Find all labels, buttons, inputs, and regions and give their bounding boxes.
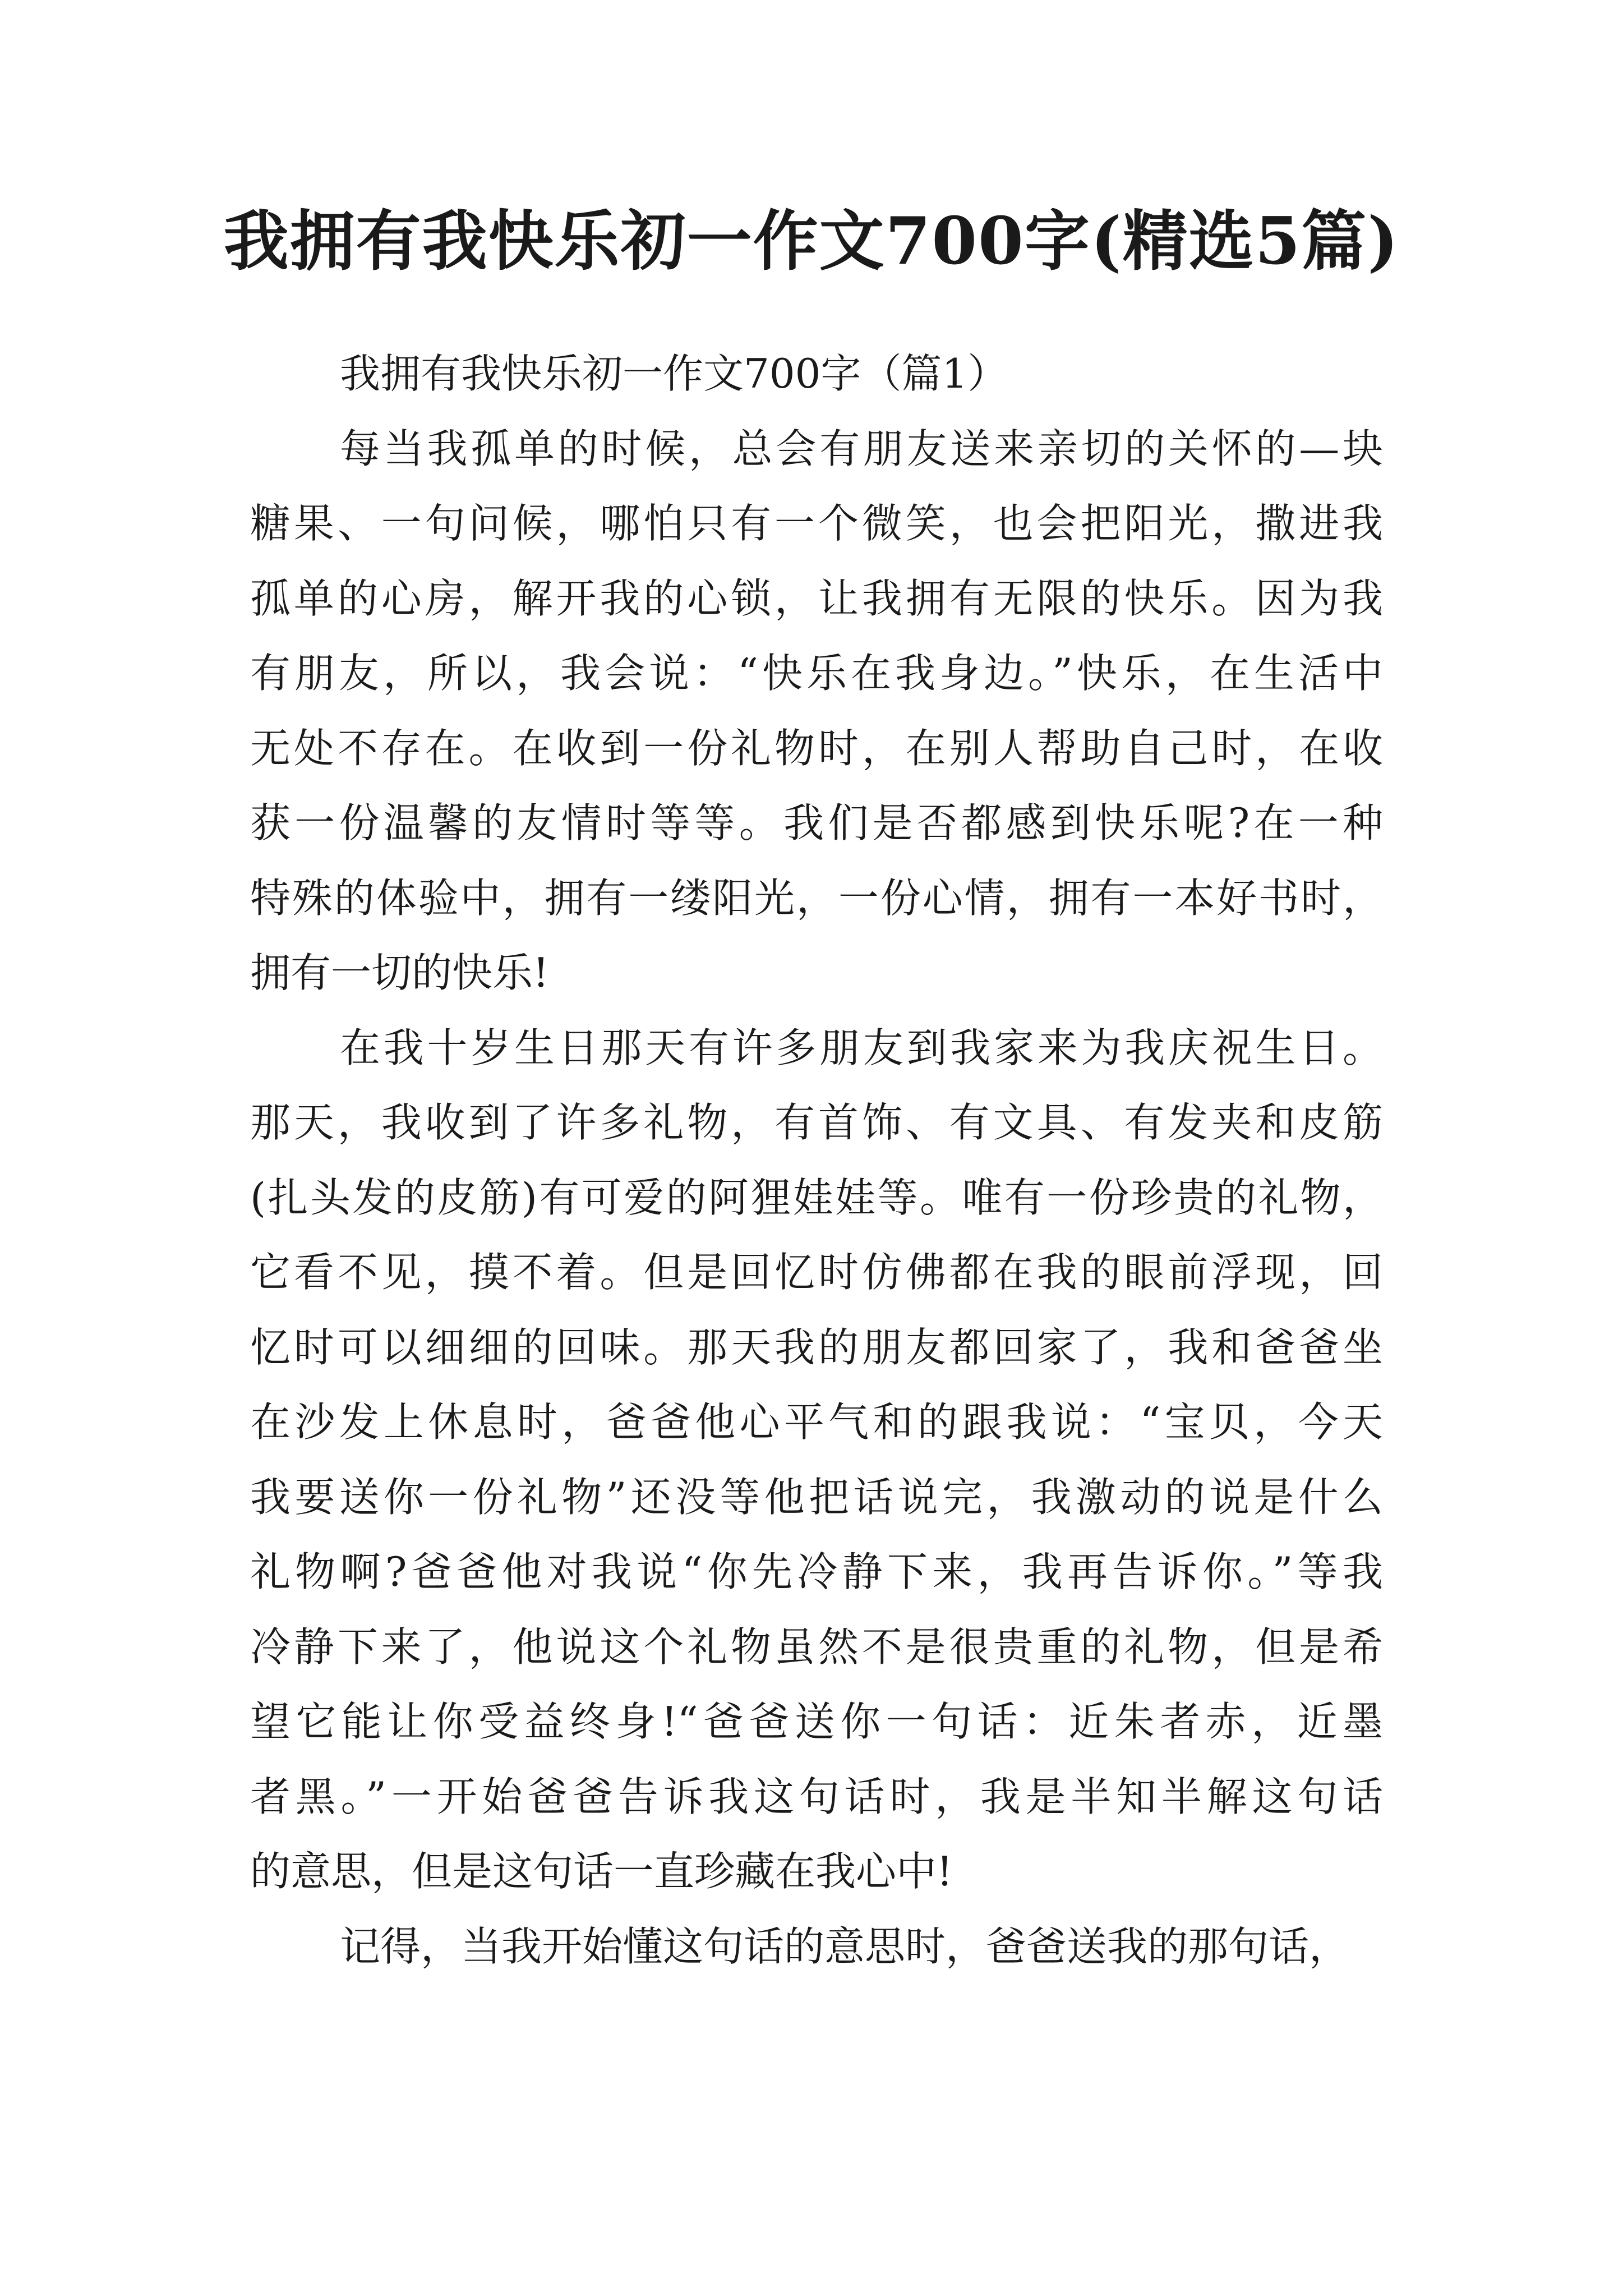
paragraph-line: 有朋友，所以，我会说：“快乐在我身边。”快乐，在生活中 — [250, 650, 1383, 697]
paragraph-line: 在我十岁生日那天有许多朋友到我家来为我庆祝生日。 — [340, 1024, 1383, 1071]
paragraph-line: 礼物啊?爸爸他对我说“你先冷静下来，我再告诉你。”等我 — [250, 1548, 1383, 1595]
paragraph-line: 那天，我收到了许多礼物，有首饰、有文具、有发夹和皮筋 — [250, 1099, 1383, 1146]
paragraph-line: 每当我孤单的时候，总会有朋友送来亲切的关怀的—块 — [340, 425, 1383, 472]
paragraph-line: 拥有一切的快乐! — [250, 949, 549, 996]
paragraph-line: 孤单的心房，解开我的心锁，让我拥有无限的快乐。因为我 — [250, 574, 1383, 622]
document-body — [250, 337, 1383, 1984]
paragraph-line: 获一份温馨的友情时等等。我们是否都感到快乐呢?在一种 — [250, 799, 1383, 846]
paragraph-line: 糖果、一句问候，哪怕只有一个微笑，也会把阳光，撒进我 — [250, 500, 1383, 547]
paragraph-1 — [250, 412, 1383, 1011]
paragraph-line: (扎头发的皮筋)有可爱的阿狸娃娃等。唯有一份珍贵的礼物， — [250, 1174, 1383, 1221]
paragraph-line: 无处不存在。在收到一份礼物时，在别人帮助自己时，在收 — [250, 724, 1383, 772]
paragraph-line: 它看不见，摸不着。但是回忆时仿佛都在我的眼前浮现，回 — [250, 1249, 1383, 1296]
section-heading: 我拥有我快乐初一作文700字（篇1） — [340, 350, 1008, 397]
paragraph-2 — [250, 1011, 1383, 1910]
paragraph-line: 者黑。”一开始爸爸告诉我这句话时，我是半知半解这句话 — [250, 1773, 1383, 1820]
paragraph-line: 记得，当我开始懂这句话的意思时，爸爸送我的那句话， — [340, 1922, 1350, 1970]
paragraph-line: 冷静下来了，他说这个礼物虽然不是很贵重的礼物，但是希 — [250, 1623, 1383, 1671]
paragraph-line: 忆时可以细细的回味。那天我的朋友都回家了，我和爸爸坐 — [250, 1323, 1383, 1371]
paragraph-line: 在沙发上休息时，爸爸他心平气和的跟我说：“宝贝，今天 — [250, 1398, 1383, 1446]
paragraph-3 — [250, 1910, 1383, 1985]
paragraph-line: 特殊的体验中，拥有一缕阳光，一份心情，拥有一本好书时， — [250, 874, 1383, 922]
paragraph-line: 的意思，但是这句话一直珍藏在我心中! — [250, 1848, 953, 1895]
paragraph-line: 望它能让你受益终身!“爸爸送你一句话：近朱者赤，近墨 — [250, 1698, 1383, 1745]
paragraph-line: 我要送你一份礼物”还没等他把话说完，我激动的说是什么 — [250, 1473, 1383, 1521]
document-title: 我拥有我快乐初一作文700字(精选5篇) — [223, 203, 1400, 279]
